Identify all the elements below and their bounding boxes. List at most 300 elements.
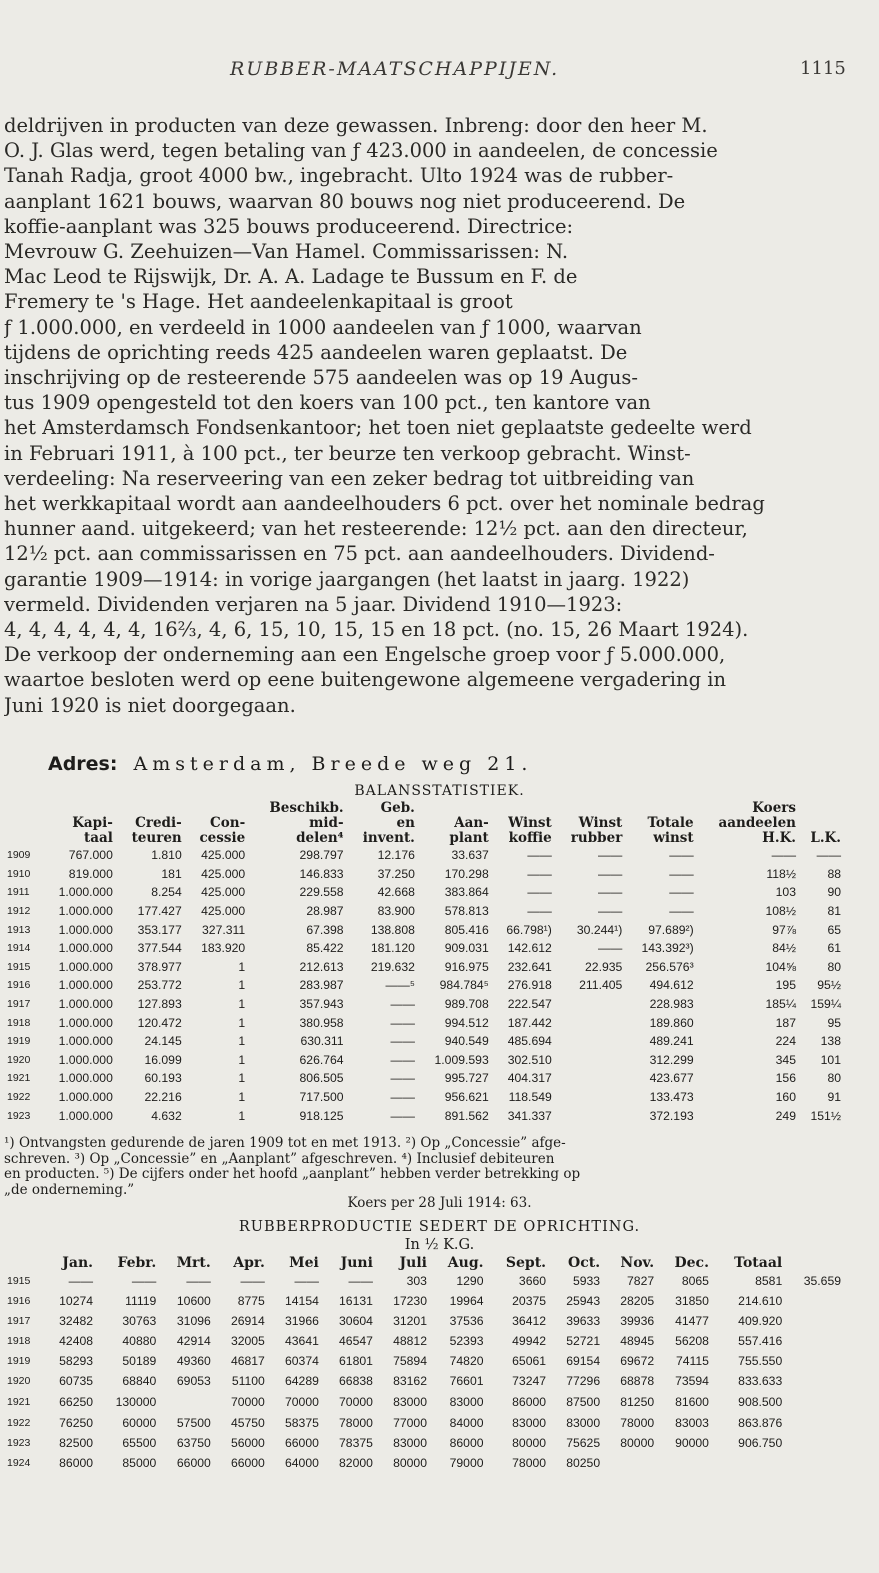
balans-cell: —— [390, 1052, 415, 1067]
production-cell: 49360 [176, 1354, 211, 1368]
balans-cell: —— [390, 1090, 415, 1105]
balans-cell: —— [816, 848, 841, 863]
production-cell: 26914 [230, 1314, 265, 1328]
balans-cell: 916.975 [444, 959, 489, 974]
body-line: inschrijving op de resteerende 575 aandeelen was op 19 Augus- [4, 366, 639, 390]
production-header-cell: Sept. [505, 1255, 547, 1271]
production-cell: 31966 [284, 1314, 319, 1328]
production-row [4, 1271, 844, 1291]
balans-cell: 37.250 [377, 866, 415, 881]
production-year-cell: 1922 [7, 1417, 31, 1429]
balans-cell: 8.254 [151, 885, 182, 900]
production-cell: 80000 [393, 1456, 427, 1470]
balans-header-cell [4, 831, 42, 846]
balans-header-cell: winst [653, 830, 694, 846]
body-line: ƒ 1.000.000, en verdeeld in 1000 aandeelen van ƒ 1000, waarvan [4, 315, 642, 339]
production-cell: 80000 [512, 1436, 547, 1450]
balans-cell: 956.621 [444, 1090, 489, 1105]
production-year-cell: 1923 [7, 1437, 31, 1449]
balans-cell: 404.317 [507, 1071, 552, 1086]
body-line: O. J. Glas werd, tegen betaling van ƒ 423.000 in aandeelen, de concessie [4, 139, 718, 163]
production-cell: 58375 [284, 1416, 319, 1430]
balans-title: BALANSSTATISTIEK. [354, 783, 525, 799]
running-title: RUBBER-MAATSCHAPPIJEN. [230, 58, 560, 80]
production-cell: 52721 [566, 1334, 601, 1348]
balans-cell [555, 1088, 626, 1107]
balans-cell [555, 995, 626, 1014]
production-cell: 73247 [512, 1374, 547, 1388]
production-cell: 10600 [176, 1294, 211, 1308]
body-line: 4, 4, 4, 4, 4, 4, 16⅔, 4, 6, 15, 10, 15, 15 en 18 pct. (no. 15, 26 Maart 1924). [4, 618, 749, 642]
balans-cell: 219.632 [370, 959, 415, 974]
balans-header-cell: L.K. [810, 830, 841, 846]
balans-cell: 1.000.000 [58, 904, 113, 919]
balans-cell: 80 [827, 1071, 841, 1086]
production-subtitle: In ½ K.G. [404, 1237, 475, 1253]
production-cell: 31096 [176, 1314, 211, 1328]
balans-cell: 101 [820, 1052, 841, 1067]
production-year-cell: 1916 [7, 1295, 31, 1307]
balans-row [4, 939, 844, 958]
body-line: aanplant 1621 bouws, waarvan 80 bouws nog niet produceerend. De [4, 189, 686, 213]
footnotes [4, 1136, 844, 1198]
production-year-cell: 1917 [7, 1315, 31, 1327]
body-line: deldrijven in producten van deze gewassen. Inbreng: door den heer M. [4, 114, 708, 137]
balans-cell: 984.784⁵ [439, 978, 489, 993]
production-cell: 30763 [122, 1314, 157, 1328]
production-cell: 64289 [284, 1374, 319, 1388]
production-cell: 28205 [620, 1294, 655, 1308]
balans-cell: 60.193 [144, 1071, 182, 1086]
production-row [4, 1433, 844, 1453]
production-cell: 7827 [627, 1274, 655, 1288]
balans-cell: 425.000 [201, 866, 246, 881]
balans-cell: 298.797 [299, 848, 344, 863]
production-cell: 35.659 [803, 1274, 841, 1288]
balans-year-cell: 1920 [7, 1053, 31, 1066]
production-cell: 56000 [230, 1436, 265, 1450]
production-cell [603, 1453, 657, 1473]
production-cell: 31850 [675, 1294, 709, 1308]
balans-cell: —— [669, 885, 694, 900]
production-cell: 49942 [512, 1334, 547, 1348]
production-cell [657, 1453, 712, 1473]
body-line: tus 1909 opengesteld tot den koers van 100 pct., ten kantore van [4, 391, 651, 415]
balans-cell: 378.977 [137, 959, 182, 974]
production-row [4, 1331, 844, 1351]
production-cell: —— [240, 1274, 265, 1288]
balans-cell: —— [390, 1108, 415, 1123]
balans-cell: —— [597, 885, 623, 900]
balans-year-cell: 1910 [7, 867, 31, 880]
balans-cell: 1 [238, 1071, 246, 1086]
production-row [4, 1291, 844, 1311]
production-cell: 61801 [339, 1354, 373, 1368]
balans-year-cell: 1911 [7, 886, 30, 899]
production-cell: 32482 [59, 1314, 94, 1328]
balans-cell: 211.405 [579, 978, 623, 993]
balans-cell: 118.549 [508, 1090, 552, 1105]
balans-year-cell: 1922 [7, 1091, 31, 1104]
balans-cell: —— [390, 1071, 415, 1086]
balans-year-cell: 1921 [7, 1072, 31, 1085]
balans-header-cell [42, 801, 116, 816]
balans-cell: 181 [161, 866, 182, 881]
footnote-line: ¹) Ontvangsten gedurende de jaren 1909 tot en met 1913. ²) Op „Concessie” afge- [4, 1136, 566, 1151]
production-cell: 78375 [339, 1436, 373, 1450]
production-cell: 56208 [675, 1334, 709, 1348]
balans-cell: 1.009.593 [434, 1052, 489, 1067]
production-cell: 74115 [675, 1354, 709, 1368]
production-cell: 42408 [59, 1334, 94, 1348]
production-cell: 908.500 [738, 1395, 783, 1409]
balans-cell: 185¼ [765, 997, 796, 1012]
address-line [48, 753, 532, 775]
balans-cell: —— [597, 866, 623, 881]
balans-cell: 940.549 [444, 1034, 489, 1049]
production-cell [159, 1391, 214, 1413]
production-header-cell: Aug. [447, 1255, 484, 1271]
footnote-line: schreven. ³) Op „Concessie” en „Aanplant” afgeschreven. ⁴) Inclusief debiteuren [4, 1151, 555, 1167]
production-cell: 8065 [681, 1274, 709, 1288]
balans-cell: 626.764 [299, 1052, 344, 1067]
production-cell: 30604 [339, 1314, 373, 1328]
balans-cell: 819.000 [68, 866, 113, 881]
balans-header-cell [555, 801, 626, 816]
production-cell: 50189 [122, 1354, 157, 1368]
page-header [0, 58, 879, 88]
balans-header-cell [799, 816, 844, 831]
balans-cell: 425.000 [201, 904, 246, 919]
balans-header-cell: koffie [508, 830, 552, 846]
balans-header-cell: invent. [362, 830, 415, 846]
balans-cell: 97⅞ [772, 922, 796, 937]
production-cell: 83000 [566, 1416, 601, 1430]
production-cell: 69672 [620, 1354, 655, 1368]
balans-cell: 138.808 [370, 922, 415, 937]
balans-cell: 22.216 [144, 1090, 182, 1105]
production-cell: 86000 [59, 1456, 94, 1470]
balans-year-cell: 1923 [7, 1109, 31, 1122]
balans-header-row [4, 831, 844, 846]
balans-header-cell [418, 801, 492, 816]
body-line: het Amsterdamsch Fondsenkantoor; het toen niet geplaatste gedeelte werd [4, 416, 752, 440]
production-header-cell: Apr. [233, 1255, 265, 1271]
balans-cell: 1 [238, 997, 246, 1012]
production-cell: 755.550 [738, 1354, 783, 1368]
balans-cell [555, 1051, 626, 1070]
body-line: De verkoop der onderneming aan een Engelsche groep voor ƒ 5.000.000, [4, 643, 726, 667]
production-cell: 46817 [230, 1354, 265, 1368]
balans-cell: —— [527, 904, 552, 919]
balans-cell: 1.000.000 [58, 959, 113, 974]
balans-cell: 160 [775, 1090, 796, 1105]
balans-cell: 156 [775, 1071, 796, 1086]
production-cell: 214.610 [738, 1294, 783, 1308]
balans-year-cell: 1913 [7, 923, 31, 936]
balans-cell: 222.547 [507, 997, 552, 1012]
balans-cell: 425.000 [201, 885, 246, 900]
balans-cell: 146.833 [299, 866, 344, 881]
balans-header-cell: taal [84, 830, 113, 846]
balans-cell: 4.632 [151, 1108, 182, 1123]
production-cell: 86000 [512, 1395, 547, 1409]
balans-row [4, 1106, 844, 1125]
balans-cell: 353.177 [137, 922, 182, 937]
balans-cell: 22.935 [585, 959, 623, 974]
balans-cell: 1.000.000 [58, 941, 113, 956]
production-header-cell: Oct. [568, 1255, 601, 1271]
balans-cell: 1 [238, 1015, 246, 1030]
balans-cell: 489.241 [649, 1034, 694, 1049]
production-cell: 906.750 [738, 1436, 783, 1450]
balans-cell: 181.120 [370, 941, 415, 956]
production-cell: 37536 [449, 1314, 484, 1328]
balans-cell [555, 1069, 626, 1088]
production-header-cell: Febr. [117, 1255, 157, 1271]
balans-cell: 1 [238, 959, 246, 974]
production-cell: 65500 [122, 1436, 157, 1450]
balans-year-cell: 1917 [7, 998, 31, 1011]
production-cell: —— [131, 1274, 157, 1288]
balans-cell: 228.983 [649, 997, 694, 1012]
balans-row [4, 846, 844, 865]
balans-cell [555, 1013, 626, 1032]
body-line: garantie 1909—1914: in vorige jaargangen (het laatst in jaarg. 1922) [4, 567, 690, 591]
balans-header-cell: en [396, 815, 415, 831]
production-cell: 52393 [449, 1334, 484, 1348]
production-cell: 60000 [122, 1416, 157, 1430]
balans-cell: 16.099 [144, 1052, 182, 1067]
production-cell: 39936 [620, 1314, 655, 1328]
body-line: Juni 1920 is niet doorgegaan. [4, 693, 296, 717]
balans-row [4, 1013, 844, 1032]
balans-cell: 183.920 [201, 941, 246, 956]
body-line: het werkkapitaal wordt aan aandeelhouders 6 pct. over het nominale bedrag [4, 492, 765, 516]
production-cell: 31201 [393, 1314, 427, 1328]
production-cell: 11119 [125, 1294, 157, 1308]
production-cell: 78000 [339, 1416, 373, 1430]
balans-cell: 345 [775, 1052, 796, 1067]
balans-header-cell [185, 801, 248, 816]
balans-row [4, 1069, 844, 1088]
production-cell: 48945 [620, 1334, 655, 1348]
balans-cell: 118½ [766, 866, 796, 881]
balans-cell: 12.176 [377, 848, 415, 863]
balans-cell: 83.900 [377, 904, 415, 919]
balans-cell: —— [527, 848, 552, 863]
koers-line: Koers per 28 Juli 1914: 63. [347, 1195, 532, 1211]
production-cell: 409.920 [738, 1314, 783, 1328]
balans-cell: 717.500 [299, 1090, 344, 1105]
balans-row [4, 958, 844, 977]
balans-cell: —— [390, 1034, 415, 1049]
balans-header-cell: Credi- [135, 815, 182, 831]
production-cell: 41477 [675, 1314, 709, 1328]
production-cell: 66000 [230, 1456, 265, 1470]
production-cell: 66000 [176, 1456, 211, 1470]
balans-cell: 133.473 [649, 1090, 694, 1105]
production-cell: 20375 [512, 1294, 547, 1308]
production-cell: 66000 [284, 1436, 319, 1450]
balans-cell: 88 [827, 866, 841, 881]
balans-cell: 30.244¹) [576, 922, 623, 937]
balans-year-cell: 1914 [7, 942, 31, 955]
production-cell: —— [68, 1274, 94, 1288]
balans-cell: 1.000.000 [58, 1071, 113, 1086]
balans-cell: 1.000.000 [58, 922, 113, 937]
production-cell: 76601 [449, 1374, 484, 1388]
production-cell: 70000 [230, 1395, 265, 1409]
balans-header-cell: delen⁴ [296, 830, 344, 846]
balans-cell: 891.562 [444, 1108, 489, 1123]
balans-cell: 276.918 [507, 978, 552, 993]
balans-cell: 1 [238, 1108, 246, 1123]
footnote-line: „de onderneming.” [4, 1182, 135, 1198]
balans-header-row [4, 801, 844, 816]
production-cell: —— [294, 1274, 319, 1288]
balans-cell: 1.000.000 [58, 978, 113, 993]
balans-cell: 84½ [772, 941, 796, 956]
balans-cell: 85.422 [306, 941, 344, 956]
production-cell: 69053 [176, 1374, 211, 1388]
production-cell: 25943 [566, 1294, 601, 1308]
balans-cell: 33.637 [451, 848, 489, 863]
balans-cell: 67.398 [306, 922, 344, 937]
production-cell: 17230 [393, 1294, 427, 1308]
balans-cell [555, 1032, 626, 1051]
balans-cell: 327.311 [202, 922, 246, 937]
production-year-cell: 1920 [7, 1375, 31, 1387]
production-cell: 16131 [339, 1294, 373, 1308]
production-cell: 70000 [339, 1395, 373, 1409]
production-cell: 83000 [449, 1395, 484, 1409]
production-cell: 60735 [59, 1374, 94, 1388]
balans-cell: 918.125 [299, 1108, 344, 1123]
balans-year-cell: 1909 [7, 849, 31, 862]
balans-cell: —— [669, 848, 694, 863]
production-cell: 81250 [620, 1395, 655, 1409]
production-row [4, 1413, 844, 1433]
production-cell: 75894 [393, 1354, 427, 1368]
balans-cell: 1 [238, 1052, 246, 1067]
balans-cell: 212.613 [299, 959, 344, 974]
balans-header-cell: H.K. [762, 830, 796, 846]
production-header-cell: Dec. [674, 1255, 709, 1271]
balans-cell: 994.512 [444, 1015, 489, 1030]
balans-cell: 143.392³) [641, 941, 694, 956]
balans-cell: 806.505 [299, 1071, 344, 1086]
balans-cell: 151½ [810, 1108, 841, 1123]
balans-cell: 249 [775, 1108, 796, 1123]
balans-cell: 423.677 [649, 1071, 694, 1086]
balans-cell: 80 [827, 959, 841, 974]
address-value: Amsterdam, Breede weg 21. [133, 753, 533, 775]
production-year-cell: 1918 [7, 1335, 31, 1347]
body-line: Mevrouw G. Zeehuizen—Van Hamel. Commissarissen: N. [4, 240, 569, 264]
production-cell: 77000 [393, 1416, 427, 1430]
footnote-line: en producten. ⁵) De cijfers onder het hoofd „aanplant” hebben verder betrekking op [4, 1167, 581, 1182]
production-header-cell [4, 1255, 42, 1271]
balans-cell: 97.689²) [648, 922, 694, 937]
balans-cell: 103 [775, 885, 796, 900]
balans-row [4, 995, 844, 1014]
balans-cell: 232.641 [507, 959, 552, 974]
balans-cell: 142.612 [507, 941, 552, 956]
production-cell: 76250 [59, 1416, 94, 1430]
balans-cell: 1.810 [151, 848, 182, 863]
production-cell: 64000 [284, 1456, 319, 1470]
balans-header-cell: plant [449, 830, 489, 846]
balans-cell: 187.442 [507, 1015, 552, 1030]
balans-cell: 989.708 [444, 997, 489, 1012]
body-line: Tanah Radja, groot 4000 bw., ingebracht. Ulto 1924 was de rubber- [4, 164, 674, 188]
production-cell: 19964 [449, 1294, 484, 1308]
balans-row [4, 1051, 844, 1070]
production-cell: 82000 [339, 1456, 373, 1470]
balans-cell: 380.958 [299, 1015, 344, 1030]
body-line: koffie-aanplant was 325 bouws produceerend. Directrice: [4, 214, 574, 238]
balans-header-cell: Winst [508, 815, 552, 831]
production-year-cell: 1915 [7, 1275, 31, 1287]
production-row [4, 1453, 844, 1473]
balans-cell: 187 [775, 1015, 796, 1030]
body-line: Fremery te 's Hage. Het aandeelenkapitaal is groot [4, 290, 513, 314]
balans-header-cell: teuren [131, 830, 182, 846]
balans-cell: —— [597, 848, 623, 863]
production-cell: —— [348, 1274, 373, 1288]
production-cell: 42914 [176, 1334, 211, 1348]
balans-cell: 377.544 [137, 941, 182, 956]
balans-row [4, 902, 844, 921]
balans-header-cell: rubber [570, 830, 623, 846]
balans-header-cell: Geb. [380, 800, 415, 816]
balans-row [4, 920, 844, 939]
production-cell: 83000 [393, 1436, 427, 1450]
production-cell: 79000 [449, 1456, 484, 1470]
balans-year-cell: 1915 [7, 960, 31, 973]
balans-cell: —— [669, 904, 694, 919]
balans-cell: 229.558 [299, 885, 344, 900]
balans-cell: 995.727 [444, 1071, 489, 1086]
balans-year-cell: 1919 [7, 1035, 31, 1048]
balans-cell: 66.798¹) [506, 922, 552, 937]
production-header-cell: Mrt. [176, 1255, 211, 1271]
body-line: 12½ pct. aan commissarissen en 75 pct. aan aandeelhouders. Dividend- [4, 542, 715, 566]
production-cell: 51100 [231, 1374, 265, 1388]
production-cell: 65061 [512, 1354, 547, 1368]
page-number: 1115 [800, 58, 846, 79]
production-cell: 48812 [393, 1334, 427, 1348]
production-cell: 66838 [339, 1374, 373, 1388]
production-header-cell: Mei [289, 1255, 319, 1271]
balans-year-cell: 1918 [7, 1016, 31, 1029]
production-header-cell: Juli [399, 1255, 427, 1271]
production-cell: 40880 [122, 1334, 157, 1348]
production-cell: 86000 [449, 1436, 484, 1450]
production-cell: 83000 [512, 1416, 547, 1430]
balans-cell: 170.298 [444, 866, 489, 881]
balans-cell: 127.893 [137, 997, 182, 1012]
balans-row [4, 1032, 844, 1051]
production-cell: 68878 [620, 1374, 655, 1388]
balans-cell [555, 1106, 626, 1125]
balans-header-cell: Con- [210, 815, 246, 831]
balans-cell: 909.031 [444, 941, 489, 956]
production-header-cell: Totaal [734, 1255, 783, 1271]
balans-cell: 42.668 [377, 885, 415, 900]
balans-cell: 578.813 [444, 904, 489, 919]
